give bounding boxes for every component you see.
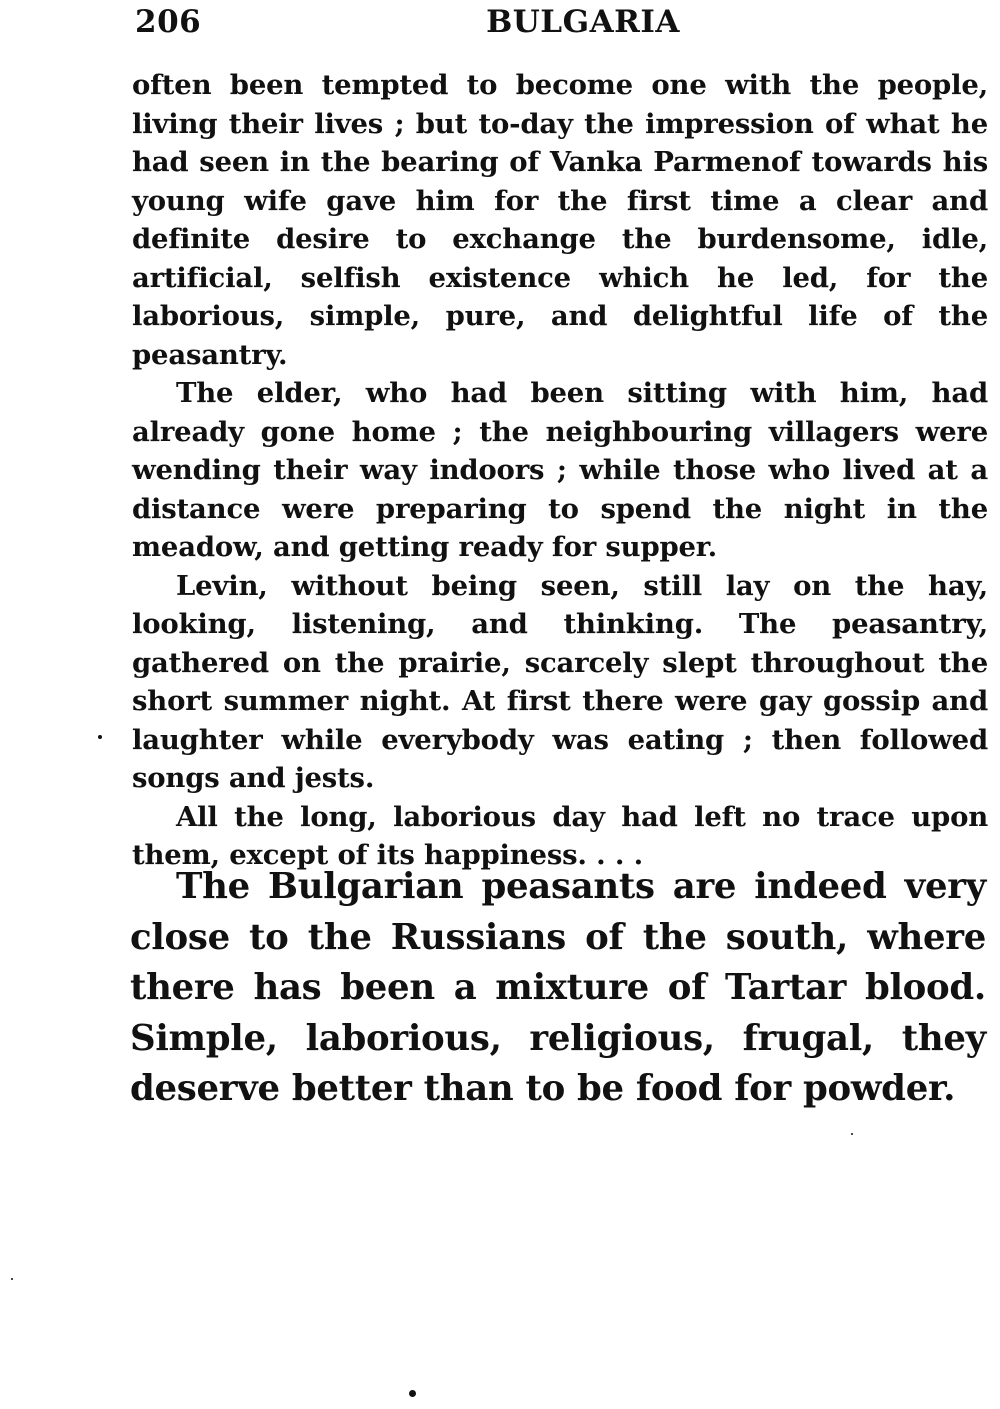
page-number: 206 — [135, 4, 202, 40]
quote-paragraph-2: The elder, who had been sitting with him, had already gone home ; the neighbouring villagers were wending their way indoors ; while those who lived at a distance were preparing to spend the night in the meadow, and getting ready for supper. — [132, 377, 988, 563]
quote-paragraph-3: Levin, without being seen, still lay on the hay, looking, listening, and thinking. The peasantry, gathered on the prairie, scarcely slept throughout the short summer night. At first there were gay gossip and laughter while everybody was eating ; then followed songs and jests. — [132, 569, 988, 794]
quoted-passage — [132, 66, 988, 875]
scan-speck — [409, 1390, 416, 1397]
main-body-text — [130, 862, 986, 1115]
scan-speck — [98, 735, 102, 739]
scan-speck — [11, 1278, 13, 1280]
page-header — [132, 4, 986, 44]
quote-paragraph-1: often been tempted to become one with the people, living their lives ; but to-day the impression of what he had seen in the bearing of Vanka Parmenof towards his young wife gave him for the first time a clear and definite desire to exchange the burdensome, idle, artificial, selfish existence which he led, for the laborious, simple, pure, and delightful life of the peasantry. — [132, 69, 988, 371]
running-title: BULGARIA — [486, 4, 680, 40]
scan-speck — [851, 1133, 853, 1135]
body-paragraph-1: The Bulgarian peasants are indeed very close to the Russians of the south, where there has been a mixture of Tartar blood. Simple, laborious, religious, frugal, they deserve better than to be food for powder. — [130, 866, 986, 1109]
quote-paragraph-4: All the long, laborious day had left no trace upon them, except of its happiness. . . . — [132, 800, 988, 871]
